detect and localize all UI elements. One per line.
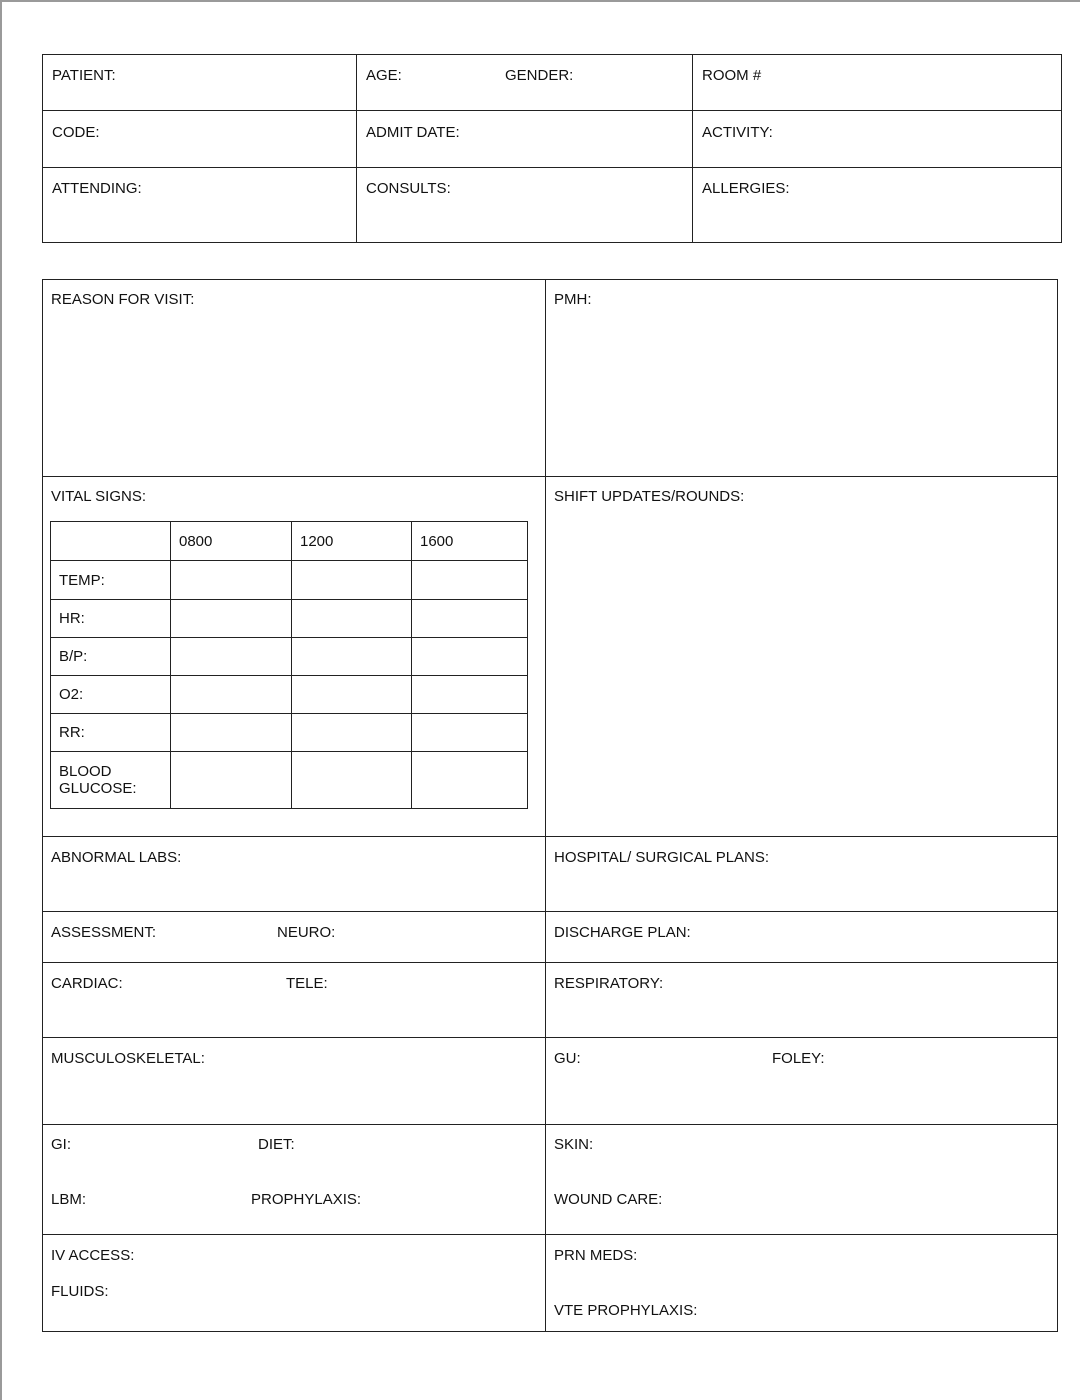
vitals-row xyxy=(51,600,528,638)
patient-label: PATIENT: xyxy=(52,67,116,84)
vital-signs-label: VITAL SIGNS: xyxy=(51,488,147,505)
vital-entry-cell[interactable] xyxy=(171,561,292,600)
neuro-label: NEURO: xyxy=(277,924,336,941)
vital-entry-cell[interactable] xyxy=(412,752,528,809)
code-label: CODE: xyxy=(52,124,100,141)
assessment-label: ASSESSMENT: xyxy=(51,924,157,941)
wound-care-label: WOUND CARE: xyxy=(554,1191,663,1208)
musculoskeletal-cell[interactable] xyxy=(43,1038,546,1125)
activity-cell[interactable] xyxy=(693,111,1062,168)
vital-label: B/P: xyxy=(51,638,171,676)
vital-label: TEMP: xyxy=(51,561,171,600)
discharge-plan-cell[interactable] xyxy=(546,912,1058,963)
vital-entry-cell[interactable] xyxy=(412,714,528,752)
abnormal-labs-cell[interactable] xyxy=(43,837,546,912)
consults-cell[interactable] xyxy=(357,168,693,243)
vital-entry-cell[interactable] xyxy=(171,638,292,676)
vitals-corner-cell xyxy=(51,522,171,561)
gi-cell[interactable] xyxy=(43,1125,546,1235)
shift-updates-cell[interactable] xyxy=(546,477,1058,837)
skin-cell[interactable] xyxy=(546,1125,1058,1235)
room-cell[interactable] xyxy=(693,55,1062,111)
gi-label: GI: xyxy=(51,1136,72,1153)
vital-entry-cell[interactable] xyxy=(292,752,412,809)
tele-label: TELE: xyxy=(286,975,328,992)
iv-access-cell[interactable] xyxy=(43,1235,546,1332)
gu-cell[interactable] xyxy=(546,1038,1058,1125)
gu-label: GU: xyxy=(554,1050,581,1067)
vital-entry-cell[interactable] xyxy=(412,638,528,676)
vital-label: O2: xyxy=(51,676,171,714)
vte-prophylaxis-label: VTE PROPHYLAXIS: xyxy=(554,1302,698,1319)
patient-info-table xyxy=(42,54,1062,243)
code-cell[interactable] xyxy=(43,111,357,168)
patient-cell[interactable] xyxy=(43,55,357,111)
vital-label: HR: xyxy=(51,600,171,638)
time-header: 1600 xyxy=(412,522,528,561)
diet-label: DIET: xyxy=(258,1136,295,1153)
fluids-label: FLUIDS: xyxy=(51,1283,109,1300)
vital-signs-table xyxy=(50,521,528,809)
admit-date-cell[interactable] xyxy=(357,111,693,168)
vitals-row xyxy=(51,714,528,752)
cardiac-cell[interactable] xyxy=(43,963,546,1038)
pmh-cell[interactable] xyxy=(546,280,1058,477)
vital-entry-cell[interactable] xyxy=(292,561,412,600)
vitals-row xyxy=(51,561,528,600)
vital-label: BLOOD GLUCOSE: xyxy=(59,763,137,797)
musculoskeletal-label: MUSCULOSKELETAL: xyxy=(51,1050,205,1067)
cardiac-label: CARDIAC: xyxy=(51,975,123,992)
prn-meds-label: PRN MEDS: xyxy=(554,1247,638,1264)
age-gender-cell[interactable] xyxy=(357,55,693,111)
vital-entry-cell[interactable] xyxy=(171,600,292,638)
surgical-plans-label: HOSPITAL/ SURGICAL PLANS: xyxy=(554,849,770,866)
vitals-row xyxy=(51,638,528,676)
lbm-label: LBM: xyxy=(51,1191,87,1208)
vital-entry-cell[interactable] xyxy=(412,561,528,600)
vital-entry-cell[interactable] xyxy=(292,638,412,676)
shift-updates-label: SHIFT UPDATES/ROUNDS: xyxy=(554,488,745,505)
foley-label: FOLEY: xyxy=(772,1050,825,1067)
surgical-plans-cell[interactable] xyxy=(546,837,1058,912)
reason-for-visit-label: REASON FOR VISIT: xyxy=(51,291,195,308)
respiratory-label: RESPIRATORY: xyxy=(554,975,664,992)
reason-cell[interactable] xyxy=(43,280,546,477)
vitals-row xyxy=(51,752,528,809)
allergies-label: ALLERGIES: xyxy=(702,180,790,197)
prophylaxis-label: PROPHYLAXIS: xyxy=(251,1191,362,1208)
admit-date-label: ADMIT DATE: xyxy=(366,124,460,141)
vital-entry-cell[interactable] xyxy=(171,752,292,809)
time-header: 1200 xyxy=(292,522,412,561)
vital-entry-cell[interactable] xyxy=(412,676,528,714)
time-header: 0800 xyxy=(171,522,292,561)
activity-label: ACTIVITY: xyxy=(702,124,773,141)
assessment-cell[interactable] xyxy=(43,912,546,963)
prn-meds-cell[interactable] xyxy=(546,1235,1058,1332)
room-label: ROOM # xyxy=(702,67,762,84)
abnormal-labs-label: ABNORMAL LABS: xyxy=(51,849,182,866)
vitals-header-row xyxy=(51,522,528,561)
vital-label-cell xyxy=(51,752,171,809)
vital-entry-cell[interactable] xyxy=(292,600,412,638)
consults-label: CONSULTS: xyxy=(366,180,451,197)
vitals-row xyxy=(51,676,528,714)
vital-entry-cell[interactable] xyxy=(412,600,528,638)
vital-label: RR: xyxy=(51,714,171,752)
discharge-plan-label: DISCHARGE PLAN: xyxy=(554,924,691,941)
respiratory-cell[interactable] xyxy=(546,963,1058,1038)
vital-entry-cell[interactable] xyxy=(171,714,292,752)
iv-access-label: IV ACCESS: xyxy=(51,1247,135,1264)
attending-label: ATTENDING: xyxy=(52,180,142,197)
skin-label: SKIN: xyxy=(554,1136,594,1153)
age-label: AGE: xyxy=(366,67,402,84)
gender-label: GENDER: xyxy=(505,67,574,84)
allergies-cell[interactable] xyxy=(693,168,1062,243)
pmh-label: PMH: xyxy=(554,291,592,308)
attending-cell[interactable] xyxy=(43,168,357,243)
vital-entry-cell[interactable] xyxy=(292,676,412,714)
vital-entry-cell[interactable] xyxy=(292,714,412,752)
vital-entry-cell[interactable] xyxy=(171,676,292,714)
